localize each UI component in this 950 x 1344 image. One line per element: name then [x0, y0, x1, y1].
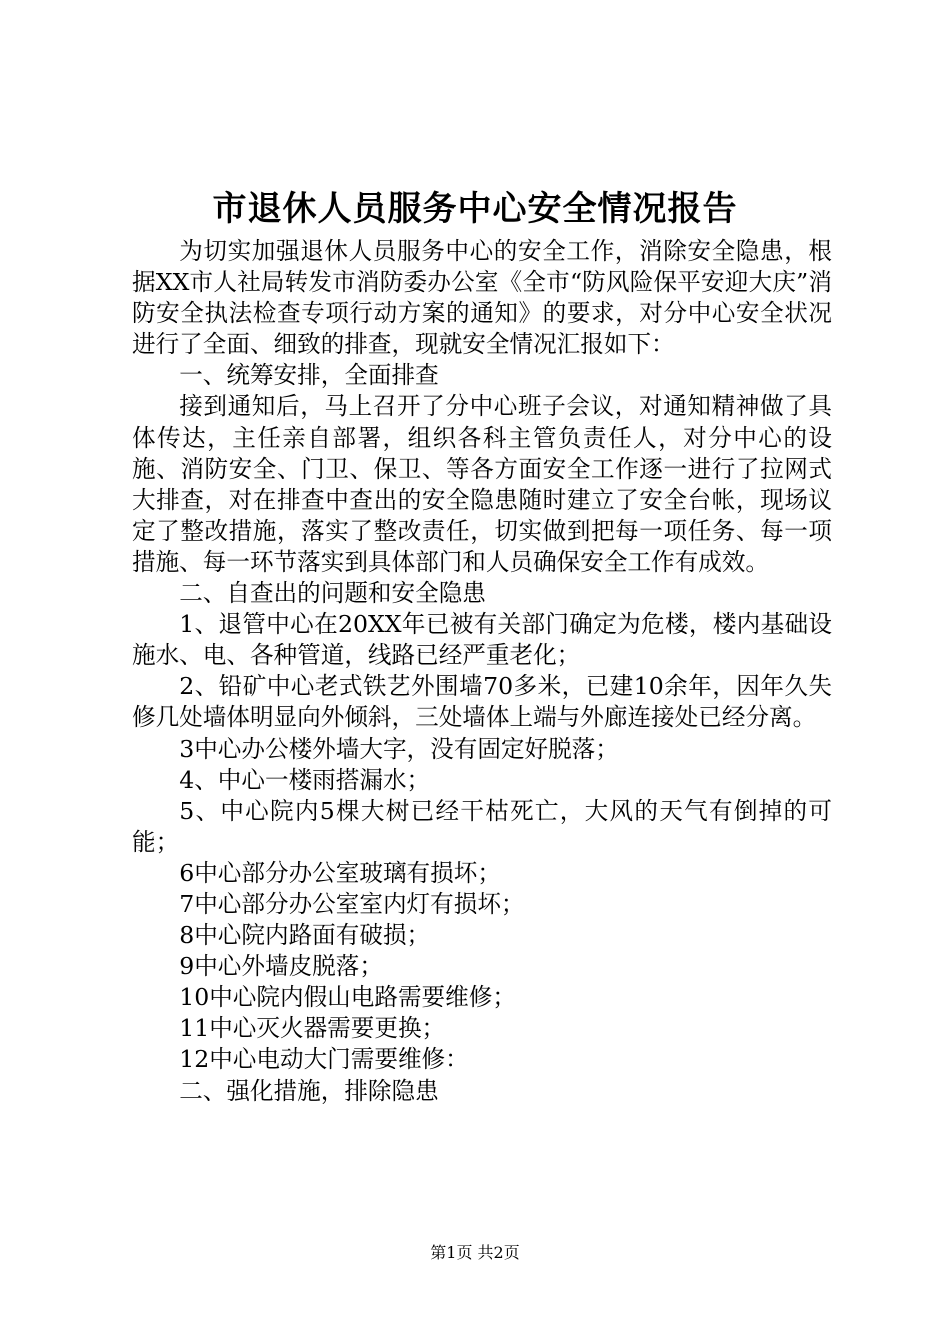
issue-item-7: 7中心部分办公室室内灯有损坏； — [179, 889, 525, 918]
section-heading-1: 一、统筹安排，全面排查 — [179, 361, 439, 390]
issue-item-4: 4、中心一楼雨搭漏水； — [179, 765, 431, 794]
issue-item-12: 12中心电动大门需要维修： — [179, 1045, 469, 1074]
page-footer: 第1页 共2页 — [430, 1243, 520, 1262]
issue-item-8: 8中心院内路面有破损； — [179, 921, 431, 950]
paragraph-section-1: 接到通知后，马上召开了分中心班子会议，对通知精神做了具体传达，主任亲自部署，组织各科主管负责任人，对分中心的设施、消防安全、门卫、保卫、等各方面安全工作逐一进行了拉网式大排查，对在排查中查出的安全隐患随时建立了安全台帐，现场议定了整改措施，落实了整改责任，切实做到把每一项任务、每一项措施、每一环节落实到具体部门和人员确保安全工作有成效。 — [132, 392, 832, 576]
issue-item-1: 1、退管中心在20XX年已被有关部门确定为危楼，楼内基础设施水、电、各种管道，线路已经严重老化； — [132, 610, 832, 670]
issue-item-10: 10中心院内假山电路需要维修； — [179, 983, 516, 1012]
document-title: 市退休人员服务中心安全情况报告 — [212, 189, 738, 229]
paragraph-intro: 为切实加强退休人员服务中心的安全工作，消除安全隐患，根据XX市人社局转发市消防委办公室《全市“防风险保平安迎大庆”消防安全执法检查专项行动方案的通知》的要求，对分中心安全状况进行了全面、细致的排查，现就安全情况汇报如下： — [132, 237, 832, 359]
section-heading-2: 二、自查出的问题和安全隐患 — [179, 579, 486, 608]
issue-item-9: 9中心外墙皮脱落； — [179, 952, 383, 981]
document-body — [132, 236, 832, 1107]
issue-item-5: 5、中心院内5棵大树已经干枯死亡，大风的天气有倒掉的可能； — [132, 796, 832, 856]
issue-item-11: 11中心灭火器需要更换； — [179, 1014, 446, 1043]
issue-item-6: 6中心部分办公室玻璃有损坏； — [179, 858, 501, 887]
section-heading-3: 二、强化措施，排除隐患 — [179, 1076, 439, 1105]
issue-item-3: 3中心办公楼外墙大字，没有固定好脱落； — [179, 734, 619, 763]
issue-item-2: 2、铅矿中心老式铁艺外围墙70多米，已建10余年，因年久失修几处墙体明显向外倾斜，三处墙体上端与外廊连接处已经分离。 — [132, 672, 832, 732]
